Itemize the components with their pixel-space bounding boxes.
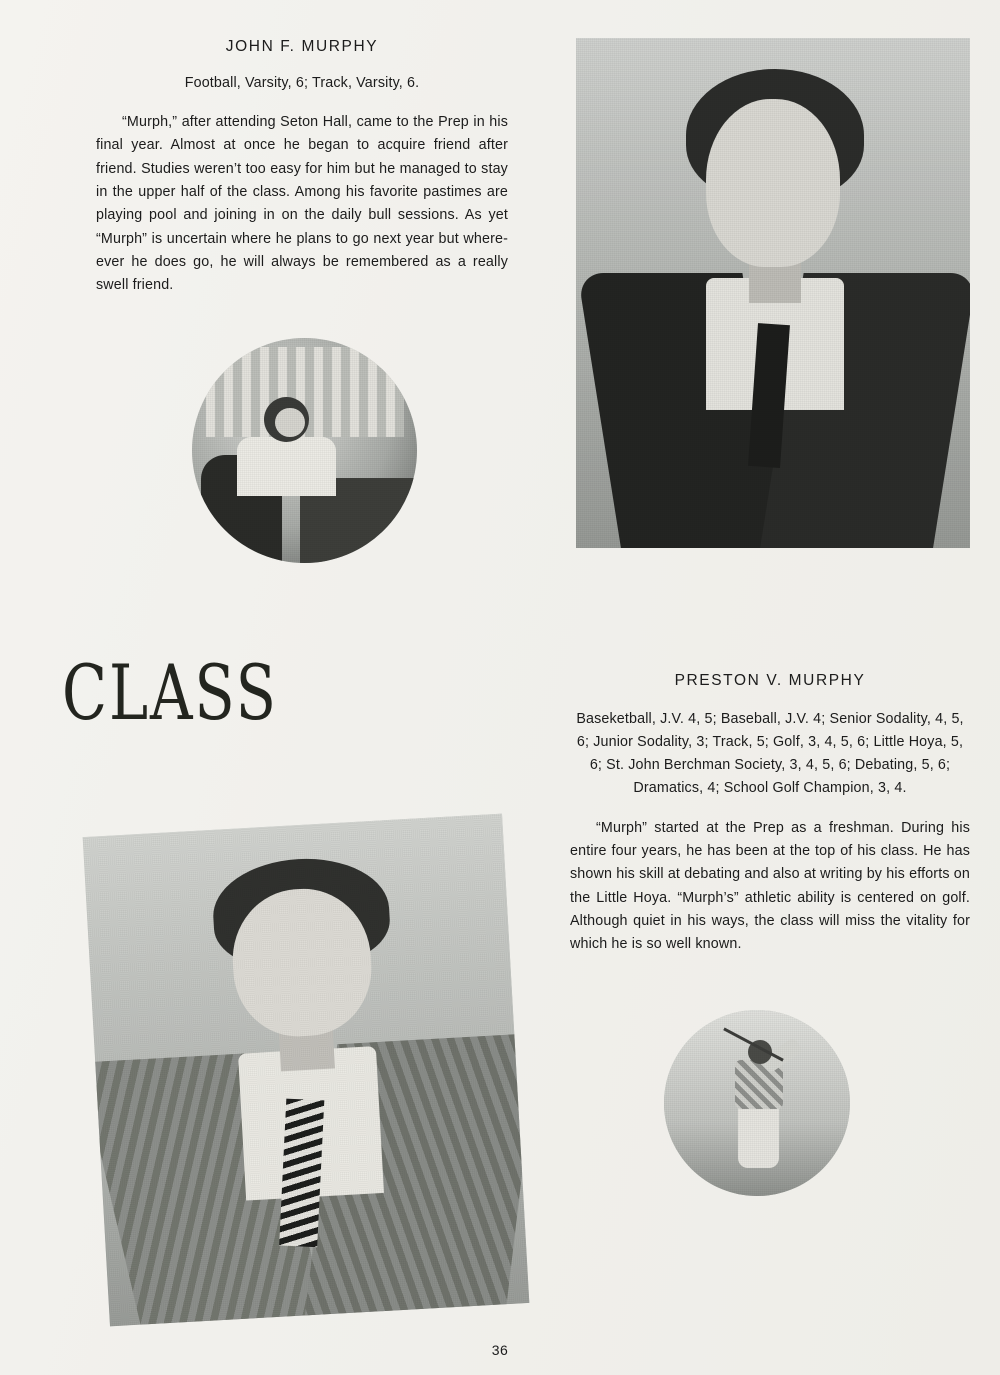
student-entry-john-murphy	[96, 38, 508, 298]
portrait-photo-preston-murphy	[83, 814, 530, 1327]
portrait-photo-john-murphy	[576, 38, 970, 548]
candid-photo-desk	[192, 338, 417, 563]
student-biography: “Murph” started at the Prep as a freshman. During his entire four years, he has been at the top of his class. He has shown his skill at debating and also at writing by his efforts on the Little Hoya. “Murph’s” athletic ability is centered on golf. Although quiet in his ways, the class will miss the vitality for which he is so well known.	[570, 819, 970, 953]
student-entry-preston-murphy	[570, 672, 970, 956]
student-name: PRESTON V. MURPHY	[674, 672, 866, 689]
page-number: 36	[491, 1342, 509, 1358]
student-activities: Baseketball, J.V. 4, 5; Baseball, J.V. 4; Senior Sodality, 4, 5, 6; Junior Sodality, 3; Track, 5; Golf, 3, 4, 5, 6; Little Hoya, 5, 6; St. John Berchman Society, 3, 4, 5, 6; Debating, 5, 6; Dramatics, 4; School Golf Champion, 3, 4.	[576, 711, 964, 797]
student-activities: Football, Varsity, 6; Track, Varsity, 6.	[184, 75, 420, 91]
student-biography: “Murph,” after attending Seton Hall, came to the Prep in his final year. Almost at once he began to acquire friend after friend. Studies weren’t too easy for him but he managed to stay in the upper half of the class. Among his favorite pastimes are playing pool and joining in on the daily bull sessions. As yet “Murph” is uncertain where he plans to go next year but where-ever he does go, he will always be remembered as a really swell friend.	[96, 114, 508, 294]
candid-photo-golfer	[664, 1010, 850, 1196]
decorative-heading-class: CLASS	[62, 648, 278, 738]
student-name: JOHN F. MURPHY	[225, 38, 379, 55]
